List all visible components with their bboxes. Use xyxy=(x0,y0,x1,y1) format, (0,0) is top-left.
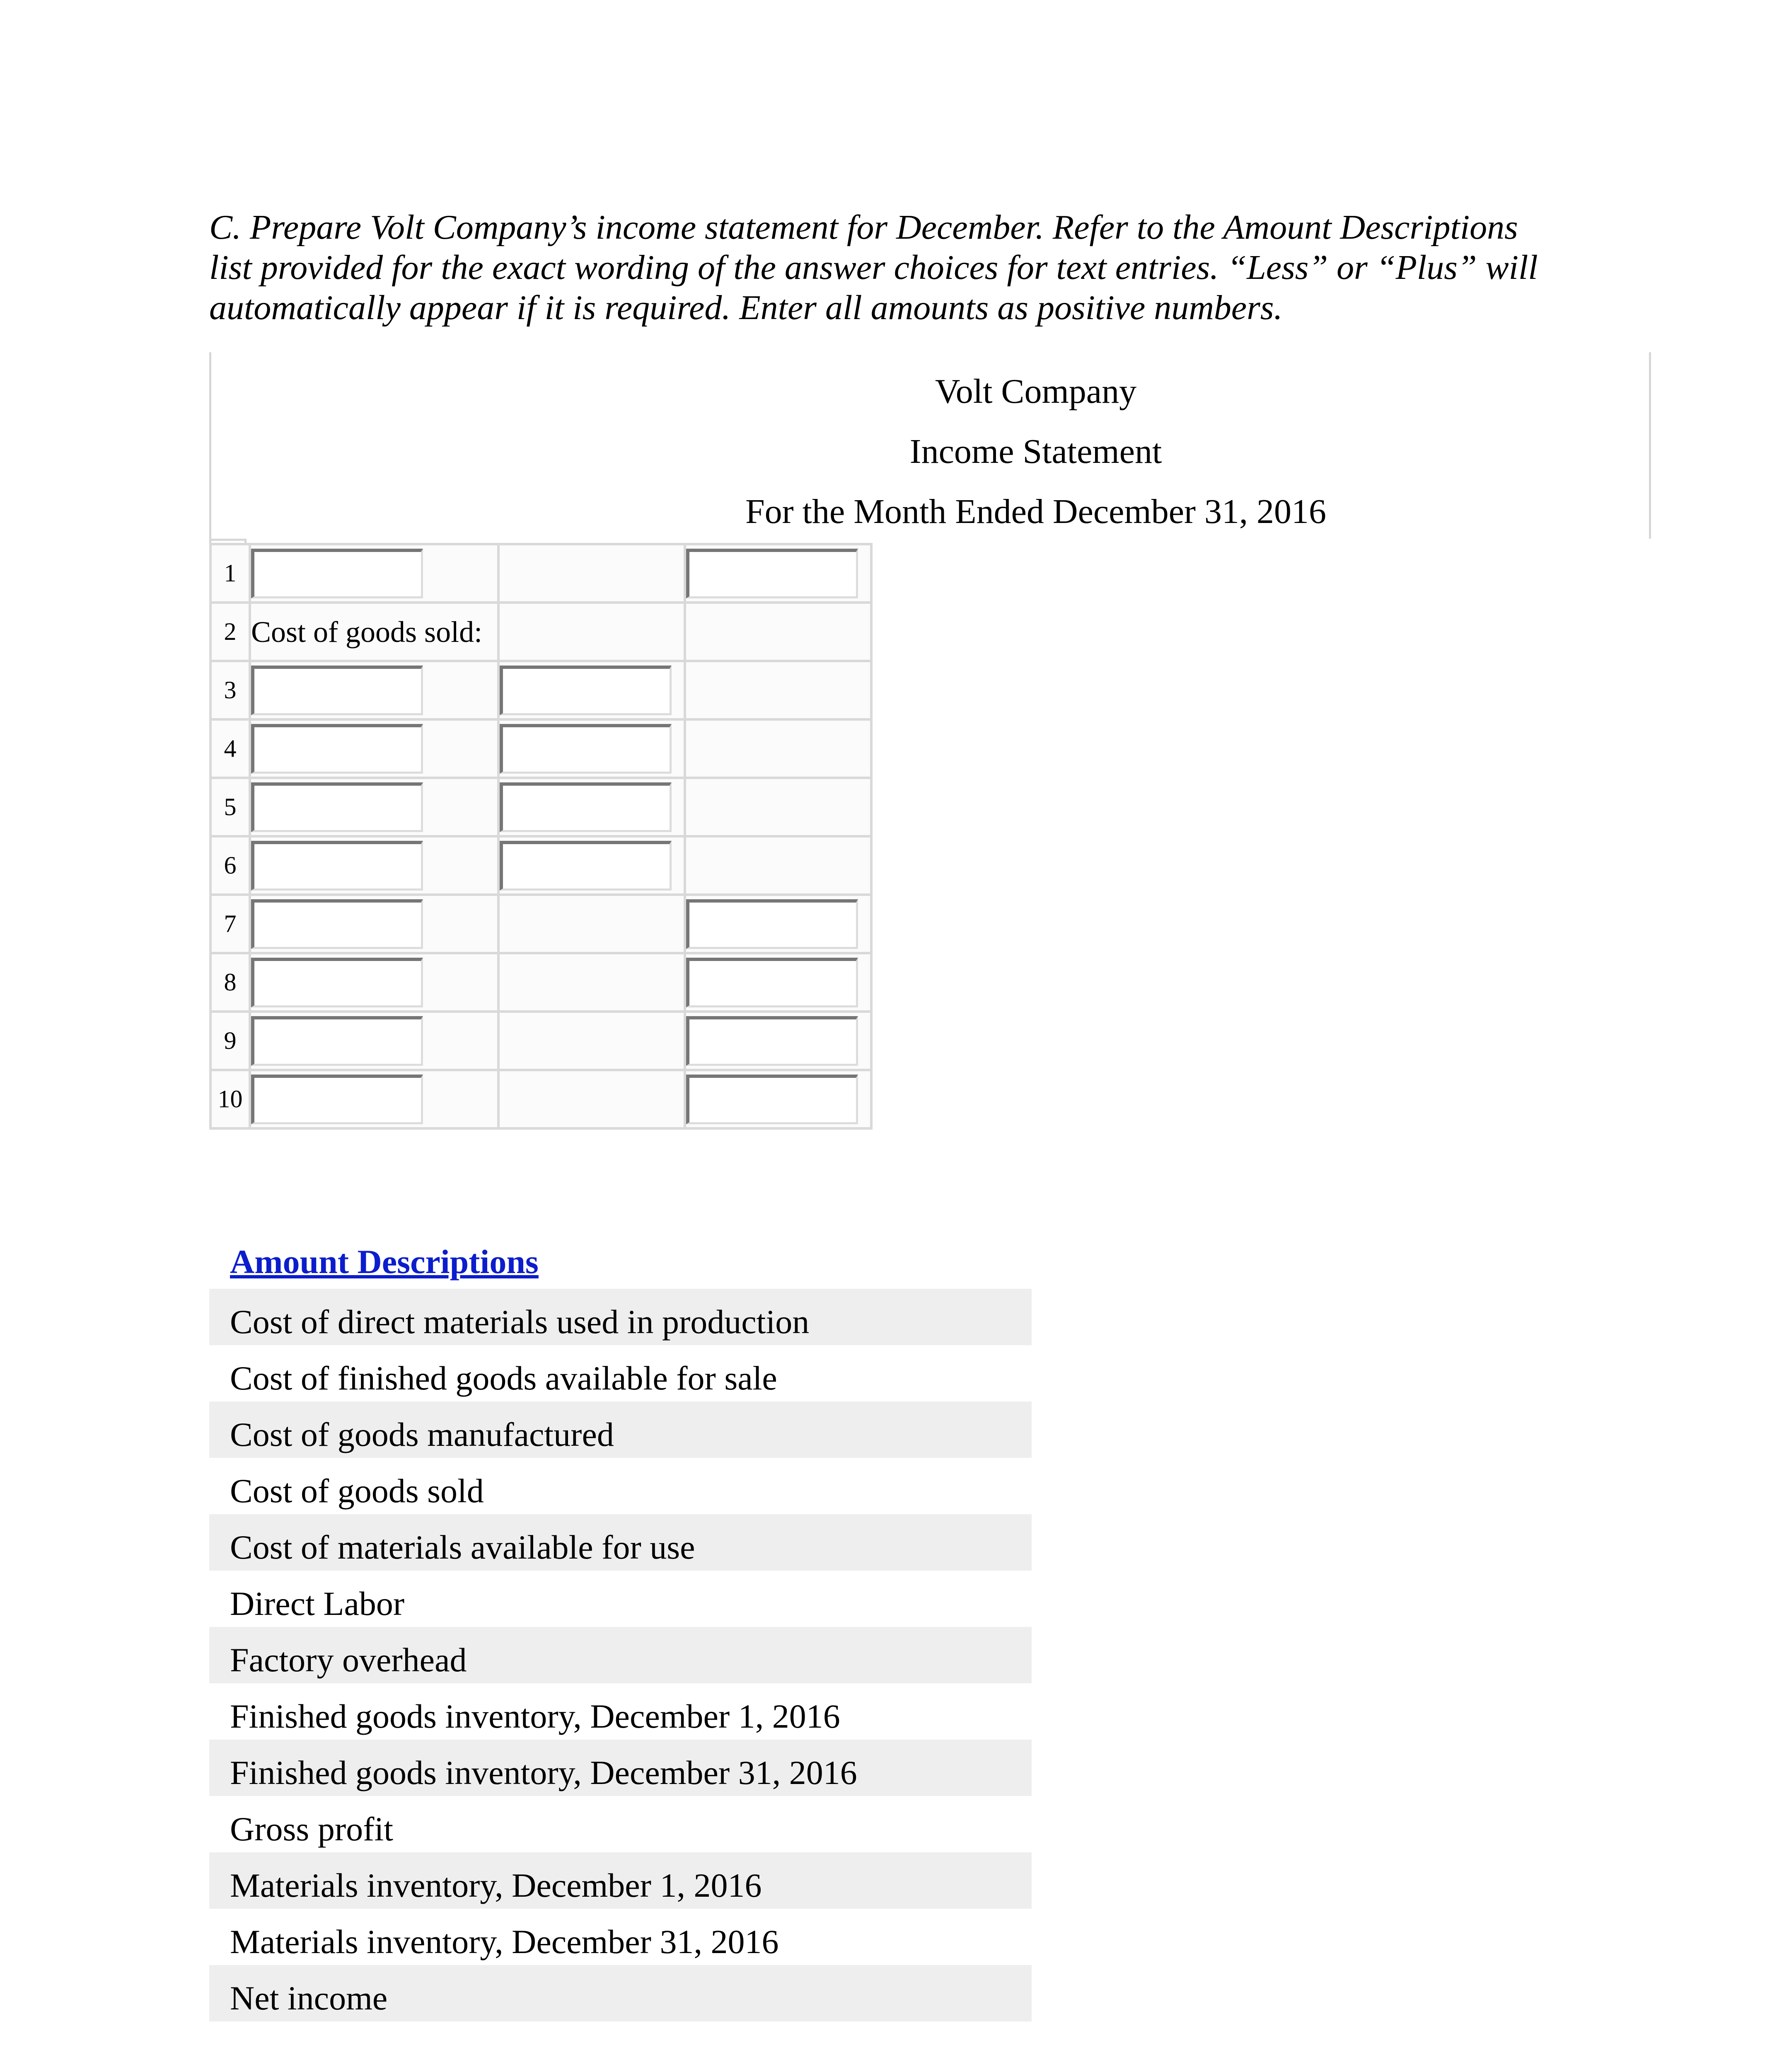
income-statement-table xyxy=(209,543,873,1130)
statement-header xyxy=(209,352,1651,539)
list-item: Materials inventory, December 1, 2016 xyxy=(209,1852,1032,1909)
table-row xyxy=(210,778,871,836)
row-number: 10 xyxy=(210,1070,250,1128)
row-4-description-input[interactable] xyxy=(251,724,423,774)
row-1-total-input[interactable] xyxy=(686,549,858,598)
list-item: Cost of direct materials used in production xyxy=(209,1289,1032,1345)
list-item: Cost of finished goods available for sale xyxy=(209,1345,1032,1402)
table-row xyxy=(210,1012,871,1070)
row-number: 2 xyxy=(210,603,250,661)
row-number: 8 xyxy=(210,953,250,1012)
row-2-label: Cost of goods sold: xyxy=(250,603,498,661)
row-1-description-input[interactable] xyxy=(251,549,423,598)
list-item: Gross profit xyxy=(209,1796,1032,1852)
statement-title: Income Statement xyxy=(909,432,1162,471)
row-9-description-input[interactable] xyxy=(251,1016,423,1066)
table-row xyxy=(210,895,871,953)
row-9-total-input[interactable] xyxy=(686,1016,858,1066)
row-4-amount-input[interactable] xyxy=(500,724,672,774)
amount-descriptions-list xyxy=(209,1289,1032,2021)
instructions-line-2: list provided for the exact wording of the answer choices for text entries. “Less” or “Plus” will xyxy=(209,248,1538,287)
table-row xyxy=(210,661,871,719)
row-number: 6 xyxy=(210,836,250,895)
row-3-description-input[interactable] xyxy=(251,666,423,715)
table-row xyxy=(210,603,871,661)
instructions-line-1: C. Prepare Volt Company’s income statement for December. Refer to the Amount Descriptions xyxy=(209,208,1518,247)
instructions-line-3: automatically appear if it is required. Enter all amounts as positive numbers. xyxy=(209,288,1283,327)
company-name: Volt Company xyxy=(935,372,1137,411)
table-row xyxy=(210,1070,871,1128)
row-7-description-input[interactable] xyxy=(251,899,423,949)
row-7-total-input[interactable] xyxy=(686,899,858,949)
row-5-amount-input[interactable] xyxy=(500,782,672,832)
instructions-text xyxy=(209,207,1576,328)
list-item: Finished goods inventory, December 1, 2016 xyxy=(209,1683,1032,1740)
row-8-description-input[interactable] xyxy=(251,958,423,1007)
row-3-amount-input[interactable] xyxy=(500,666,672,715)
list-item: Cost of goods sold xyxy=(209,1458,1032,1514)
row-10-description-input[interactable] xyxy=(251,1075,423,1124)
table-row xyxy=(210,719,871,778)
statement-period: For the Month Ended December 31, 2016 xyxy=(745,492,1327,531)
list-item: Direct Labor xyxy=(209,1571,1032,1627)
list-item: Finished goods inventory, December 31, 2016 xyxy=(209,1740,1032,1796)
row-number: 7 xyxy=(210,895,250,953)
row-6-description-input[interactable] xyxy=(251,841,423,891)
row-5-description-input[interactable] xyxy=(251,782,423,832)
table-row xyxy=(210,544,871,603)
table-row xyxy=(210,953,871,1012)
list-item: Materials inventory, December 31, 2016 xyxy=(209,1909,1032,1965)
row-number: 4 xyxy=(210,719,250,778)
row-number: 1 xyxy=(210,544,250,603)
list-item: Net income xyxy=(209,1965,1032,2021)
table-row xyxy=(210,836,871,895)
list-item: Factory overhead xyxy=(209,1627,1032,1683)
row-8-total-input[interactable] xyxy=(686,958,858,1007)
amount-descriptions-link[interactable]: Amount Descriptions xyxy=(230,1243,539,1280)
row-number: 9 xyxy=(210,1012,250,1070)
row-number: 3 xyxy=(210,661,250,719)
list-item: Cost of goods manufactured xyxy=(209,1402,1032,1458)
row-number: 5 xyxy=(210,778,250,836)
row-6-amount-input[interactable] xyxy=(500,841,672,891)
list-item: Cost of materials available for use xyxy=(209,1514,1032,1571)
row-10-total-input[interactable] xyxy=(686,1075,858,1124)
